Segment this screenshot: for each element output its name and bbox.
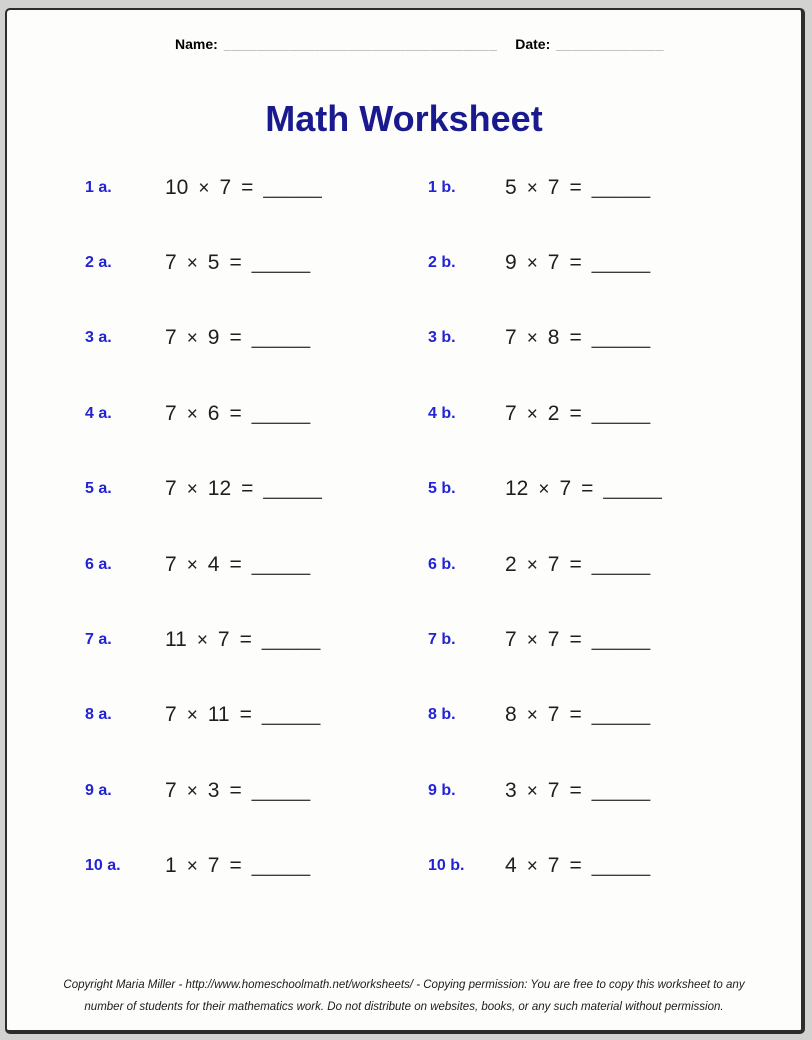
equals-sign: = (229, 251, 242, 275)
name-date-row (7, 36, 801, 52)
page-title: Math Worksheet (265, 98, 543, 139)
factor-2: 4 (207, 552, 220, 576)
times-sign: × (526, 856, 538, 878)
equals-sign: = (229, 552, 242, 576)
problem-label: 1 a. (85, 178, 112, 196)
times-sign: × (186, 554, 198, 576)
equals-sign: = (241, 175, 254, 199)
equals-sign: = (239, 628, 252, 652)
factor-1: 12 (505, 477, 529, 501)
answer-blank: _____ (251, 854, 311, 878)
factor-1: 10 (165, 175, 189, 199)
factor-1: 7 (165, 251, 177, 275)
times-sign: × (186, 705, 198, 727)
problem-label: 7 a. (85, 631, 112, 649)
factor-2: 7 (547, 703, 560, 727)
equals-sign: = (569, 251, 582, 275)
problem-expression (165, 402, 428, 426)
answer-blank: _____ (591, 703, 651, 727)
factor-2: 7 (559, 477, 572, 501)
times-sign: × (186, 403, 198, 425)
answer-blank: _____ (591, 628, 651, 652)
times-sign: × (526, 554, 538, 576)
problem-expression (165, 854, 428, 878)
factor-2: 7 (547, 854, 560, 878)
factor-1: 1 (165, 854, 177, 878)
answer-blank: _____ (591, 552, 651, 576)
equals-sign: = (229, 326, 242, 350)
factor-1: 7 (505, 326, 517, 350)
answer-blank: _____ (591, 175, 651, 199)
problem-label: 9 b. (428, 781, 456, 799)
factor-1: 11 (165, 628, 187, 652)
times-sign: × (526, 328, 538, 350)
factor-2: 9 (207, 326, 220, 350)
factor-1: 7 (165, 326, 177, 350)
times-sign: × (526, 253, 538, 275)
equals-sign: = (569, 175, 582, 199)
factor-1: 7 (165, 477, 177, 501)
factor-1: 7 (165, 552, 177, 576)
problem-expression (505, 326, 801, 350)
equals-sign: = (569, 552, 582, 576)
copyright-footer (7, 974, 801, 1018)
problem-expression (165, 553, 428, 577)
factor-1: 3 (505, 778, 517, 802)
problem-expression (505, 703, 801, 727)
problem-expression (505, 628, 801, 652)
problem-label: 3 a. (85, 329, 112, 347)
times-sign: × (526, 780, 538, 802)
answer-blank: _____ (263, 175, 322, 199)
problem-expression (505, 553, 801, 577)
problem-expression (165, 703, 428, 727)
problem-label: 3 b. (428, 329, 456, 347)
answer-blank: _____ (591, 326, 651, 350)
answer-blank: _____ (251, 401, 311, 425)
factor-2: 8 (547, 326, 560, 350)
problem-expression (165, 326, 428, 350)
times-sign: × (526, 403, 538, 425)
problem-label: 4 a. (85, 404, 112, 422)
answer-blank: _____ (591, 401, 651, 425)
equals-sign: = (239, 703, 252, 727)
answer-blank: _____ (251, 326, 311, 350)
problem-label: 6 b. (428, 555, 456, 573)
equals-sign: = (241, 477, 254, 501)
copyright-line-2: number of students for their mathematics work. Do not distribute on websites, books, or any such material without permission. (84, 1001, 724, 1013)
answer-blank: _____ (251, 552, 311, 576)
factor-2: 7 (207, 854, 220, 878)
problem-label: 6 a. (85, 555, 112, 573)
answer-blank: _____ (251, 251, 311, 275)
factor-2: 7 (547, 778, 560, 802)
copyright-line-1: Copyright Maria Miller - http://www.homeschoolmath.net/worksheets/ - Copying permission: You are free to copy this worksheet to any (63, 979, 745, 991)
factor-1: 2 (505, 552, 517, 576)
factor-2: 7 (547, 251, 560, 275)
date-blank-line: _____________ (556, 36, 664, 52)
problem-expression (505, 779, 801, 803)
problems-grid (85, 150, 801, 904)
factor-2: 7 (219, 175, 232, 199)
factor-1: 9 (505, 251, 517, 275)
factor-2: 3 (207, 778, 220, 802)
equals-sign: = (569, 778, 582, 802)
factor-2: 7 (217, 628, 230, 652)
factor-2: 2 (547, 401, 560, 425)
problem-expression (505, 251, 801, 275)
equals-sign: = (581, 477, 594, 501)
problem-expression (505, 176, 801, 200)
problem-label: 9 a. (85, 781, 112, 799)
problem-label: 7 b. (428, 631, 456, 649)
answer-blank: _____ (261, 703, 321, 727)
equals-sign: = (569, 401, 582, 425)
times-sign: × (186, 253, 198, 275)
times-sign: × (526, 630, 538, 652)
equals-sign: = (569, 628, 582, 652)
times-sign: × (186, 780, 198, 802)
problem-expression (165, 779, 428, 803)
answer-blank: _____ (591, 854, 651, 878)
problem-expression (165, 251, 428, 275)
times-sign: × (526, 705, 538, 727)
factor-2: 7 (547, 552, 560, 576)
problem-label: 10 b. (428, 857, 465, 875)
factor-1: 7 (165, 778, 177, 802)
times-sign: × (186, 479, 198, 501)
answer-blank: _____ (591, 251, 651, 275)
problem-expression (165, 176, 428, 200)
problem-expression (505, 402, 801, 426)
factor-2: 5 (207, 251, 220, 275)
factor-1: 8 (505, 703, 517, 727)
factor-1: 7 (505, 401, 517, 425)
problem-label: 1 b. (428, 178, 456, 196)
name-blank-line: _________________________________ (223, 36, 498, 52)
problem-label: 5 a. (85, 480, 112, 498)
factor-2: 11 (207, 703, 230, 727)
factor-1: 7 (165, 703, 177, 727)
times-sign: × (186, 328, 198, 350)
equals-sign: = (569, 326, 582, 350)
problem-label: 8 b. (428, 706, 456, 724)
problem-expression (165, 628, 428, 652)
factor-2: 12 (207, 477, 232, 501)
answer-blank: _____ (603, 477, 662, 501)
times-sign: × (538, 479, 550, 501)
answer-blank: _____ (591, 778, 651, 802)
worksheet-page (5, 8, 805, 1034)
answer-blank: _____ (251, 778, 311, 802)
answer-blank: _____ (263, 477, 322, 501)
problem-expression (505, 477, 801, 501)
factor-1: 5 (505, 175, 517, 199)
name-label: Name: (175, 36, 218, 52)
equals-sign: = (569, 854, 582, 878)
date-label: Date: (515, 36, 551, 52)
factor-2: 7 (547, 175, 560, 199)
factor-1: 7 (505, 628, 517, 652)
times-sign: × (196, 630, 208, 652)
problem-expression (505, 854, 801, 878)
answer-blank: _____ (261, 628, 321, 652)
problem-label: 4 b. (428, 404, 456, 422)
problem-label: 8 a. (85, 706, 112, 724)
equals-sign: = (229, 401, 242, 425)
factor-1: 4 (505, 854, 517, 878)
factor-2: 7 (547, 628, 560, 652)
times-sign: × (198, 177, 210, 199)
factor-2: 6 (207, 401, 220, 425)
equals-sign: = (229, 778, 242, 802)
problem-label: 10 a. (85, 857, 121, 875)
factor-1: 7 (165, 401, 177, 425)
equals-sign: = (229, 854, 242, 878)
problem-label: 5 b. (428, 480, 456, 498)
times-sign: × (526, 177, 538, 199)
problem-expression (165, 477, 428, 501)
problem-label: 2 b. (428, 254, 456, 272)
times-sign: × (186, 856, 198, 878)
equals-sign: = (569, 703, 582, 727)
problem-label: 2 a. (85, 254, 112, 272)
